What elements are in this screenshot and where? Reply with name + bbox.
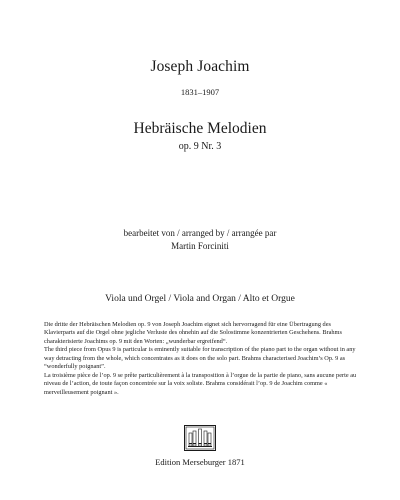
description-block — [44, 321, 362, 397]
description-german: Die dritte der Hebräischen Melodien op. 9 von Joseph Joachim eignet sich hervorragend für eine Übertragung des Klavierparts auf die Orgel ohne jegliche Verluste des ohnehin auf die Solostimme konzentrierten Geschehens. Brahms charakterisierte Joachims op. 9 mit den Worten: „wunderbar ergreifend“. — [44, 321, 342, 345]
instrumentation: Viola und Orgel / Viola and Organ / Alto et Orgue — [105, 294, 295, 304]
description-english: The third piece from Opus 9 is particular is eminently suitable for transcription of the piano part to the organ without in any way detracting from the whole, which concentrates as it does on the solo part. Brahms characterised Joachim’s Op. 9 as “wonderfully poignant”. — [44, 346, 356, 371]
arranger-name: Martin Forciniti — [171, 241, 229, 251]
description-french: La troisième pièce de l’op. 9 se prête particulièrement à la transposition à l’orgue de la partie de piano, sans aucune perte au niveau de l’action, de toute façon concentrée sur la voix soliste. Brahms considérait l’op. 9 de Joachim comme « merveilleusement poignant ». — [44, 371, 357, 396]
work-title: Hebräische Melodien — [133, 120, 267, 137]
opus-number: op. 9 Nr. 3 — [178, 141, 222, 152]
publisher-name: Edition Merseburger 1871 — [155, 457, 245, 467]
arrangement-label: bearbeitet von / arranged by / arrangée par — [123, 228, 277, 238]
organ-pipes-logo-icon — [184, 425, 216, 451]
composer-name: Joseph Joachim — [150, 58, 250, 75]
composer-dates: 1831–1907 — [180, 87, 220, 97]
